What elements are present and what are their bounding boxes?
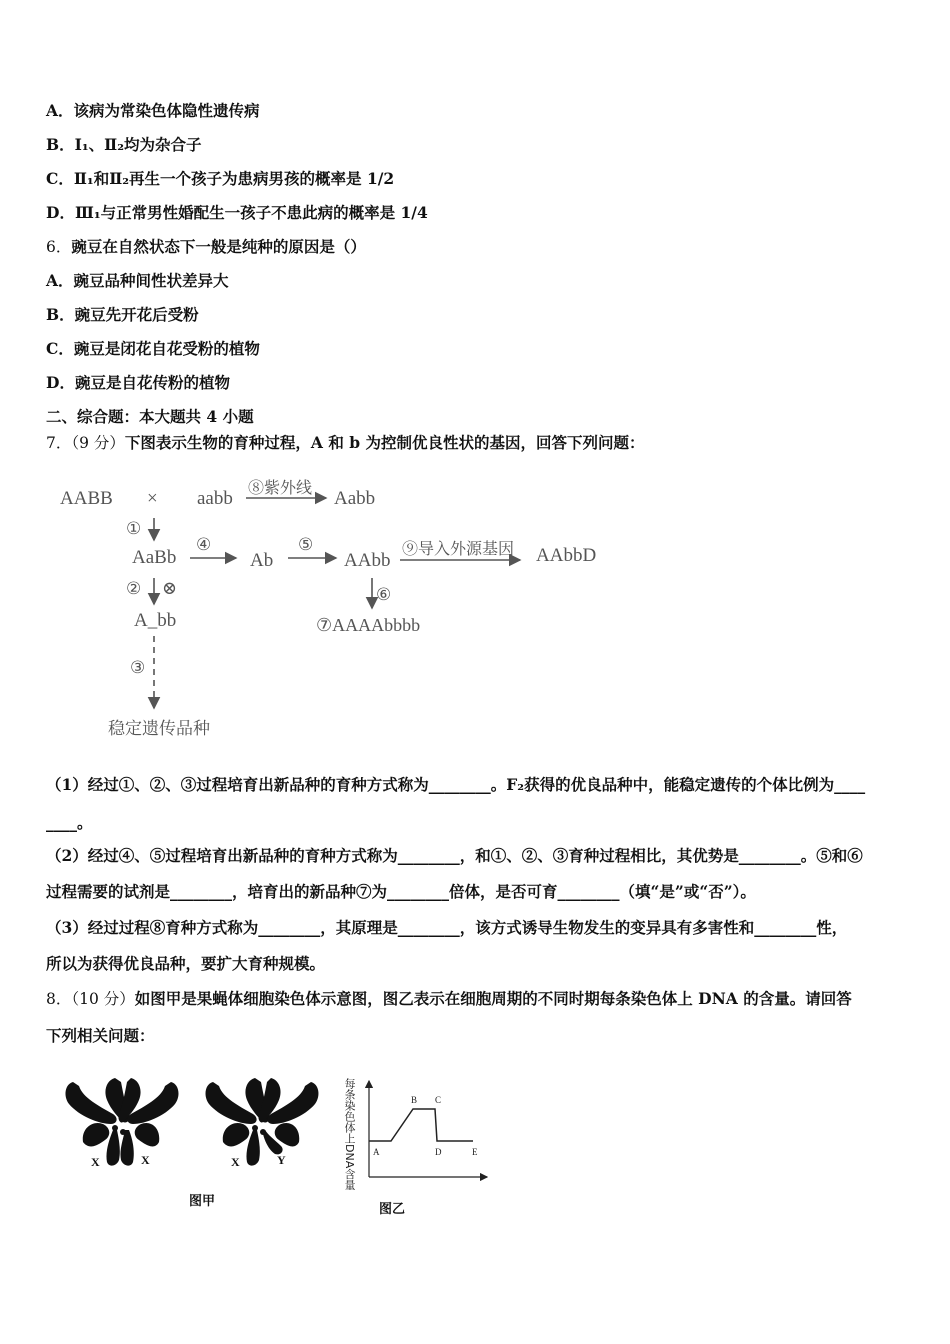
q7-sub2-line1: （2）经过④、⑤过程培育出新品种的育种方式称为________，和①、②、③育种过程相比，其优势是________。⑤和⑥ [46, 846, 863, 865]
question-number: 7． [46, 434, 72, 452]
chromosome [135, 1123, 160, 1147]
question-text: 如图甲是果蝇体细胞染色体示意图，图乙表示在细胞周期的不同时期每条染色体上 DNA 的含量。请回答 [134, 989, 852, 1008]
question-number: 8． [46, 990, 72, 1008]
q5-option-b[interactable] [46, 134, 202, 156]
q7-sub3-line1: （3）经过过程⑧育种方式称为________，其原理是________，该方式诱导生物发生的变异具有多害性和________性， [46, 918, 848, 937]
q7-sub1-line1: （1）经过①、②、③过程培育出新品种的育种方式称为________。F₂获得的优良品种中，能稳定遗传的个体比例为____ [46, 775, 866, 794]
option-letter: B． [46, 135, 75, 154]
q6-option-a[interactable] [46, 270, 229, 292]
option-text: 豌豆先开花后受粉 [74, 305, 199, 324]
step4-label: ④ [196, 535, 212, 554]
label-x: X [231, 1155, 240, 1169]
option-text: Ⅱ₁和Ⅱ₂再生一个孩子为患病男孩的概率是 1/2 [73, 169, 395, 188]
figure-caption: 图甲 [189, 1193, 216, 1208]
chromosome [275, 1123, 300, 1147]
step3-label: ③ [130, 658, 146, 677]
chromosome [83, 1123, 109, 1147]
option-text: 该病为常染色体隐性遗传病 [73, 101, 260, 120]
option-text: Ⅰ₁、Ⅱ₂均为杂合子 [74, 135, 202, 154]
genotype-dh: AAbb [344, 550, 391, 571]
breeding-diagram [50, 470, 620, 750]
dot-chromosome [120, 1129, 126, 1135]
genotype-transgenic: AAbbD [536, 545, 597, 566]
option-text: 豌豆是自花传粉的植物 [74, 373, 230, 392]
figure-yi [355, 1075, 495, 1220]
q6-option-c[interactable] [46, 338, 260, 360]
q6-option-b[interactable] [46, 304, 199, 326]
dot-chromosome [252, 1125, 258, 1131]
chromosome [223, 1123, 249, 1147]
step2-label: ② [126, 579, 142, 598]
dot-chromosome [112, 1125, 118, 1131]
q5-option-c[interactable] [46, 168, 394, 190]
label-y: Y [277, 1153, 286, 1167]
q5-option-d[interactable] [46, 202, 428, 224]
q6-option-d[interactable] [46, 372, 230, 394]
q8-stem-line2: 下列相关问题： [46, 1026, 155, 1045]
genotype-f1: AaBb [132, 547, 177, 568]
karyotype-female [66, 1078, 179, 1166]
label-x: X [91, 1155, 100, 1169]
step5-label: ⑤ [298, 535, 314, 554]
point-label-e: E [472, 1147, 478, 1157]
stable-variety-label: 稳定遗传品种 [108, 719, 210, 738]
chromosome [120, 1130, 133, 1166]
label-x: X [141, 1153, 150, 1167]
figure-jia [55, 1070, 345, 1215]
dot-chromosome [260, 1129, 266, 1135]
question-text: 下图表示生物的育种过程，A 和 b 为控制优良性状的基因，回答下列问题： [124, 433, 645, 452]
step8-label: ⑧紫外线 [248, 480, 313, 497]
option-letter: A． [46, 271, 74, 290]
option-letter: C． [46, 169, 74, 188]
point-label-c: C [435, 1095, 442, 1105]
genotype-aabb-parent2: aabb [197, 488, 233, 509]
genotype-haploid: Ab [250, 550, 274, 571]
point-label-b: B [411, 1095, 418, 1105]
question-score: （9 分） [71, 434, 125, 452]
q7-sub3-line2: 所以为获得优良品种，要扩大育种规模。 [46, 954, 326, 973]
option-text: 豌豆是闭花自花受粉的植物 [73, 339, 260, 358]
question-text: 豌豆在自然状态下一般是纯种的原因是（） [71, 237, 366, 256]
q5-option-a[interactable] [46, 100, 260, 122]
karyotype-male [206, 1078, 319, 1166]
dna-content-line [369, 1109, 473, 1141]
q7-sub1-line2: ____。 [46, 813, 93, 832]
option-text: Ⅲ₁与正常男性婚配生一孩子不患此病的概率是 1/4 [74, 203, 428, 222]
section-heading: 二、综合题：本大题共 4 小题 [46, 407, 254, 426]
q7-stem [46, 432, 644, 454]
genotype-aabb-parent: AABB [60, 488, 113, 509]
step6-label: ⑥ [376, 585, 392, 604]
point-label-a: A [373, 1147, 380, 1157]
step7-genotype: ⑦AAAAbbbb [316, 615, 421, 635]
genotype-mutant: Aabb [334, 488, 376, 509]
option-letter: D． [46, 203, 75, 222]
q8-stem-line1 [46, 988, 852, 1010]
selfing-symbol: ⊗ [162, 578, 178, 598]
point-label-d: D [435, 1147, 442, 1157]
option-letter: D． [46, 373, 75, 392]
question-number: 6． [46, 238, 72, 256]
q6-stem [46, 236, 366, 258]
q7-sub2-line2: 过程需要的试剂是________，培育出的新品种⑦为________倍体，是否可育________（填“是”或“否”）。 [46, 882, 756, 901]
figure-yi-ylabel: 每条染色体上DNA含量 [343, 1078, 356, 1191]
question-score: （10 分） [71, 990, 135, 1008]
option-letter: C． [46, 339, 74, 358]
step1-label: ① [126, 519, 142, 538]
option-letter: B． [46, 305, 75, 324]
genotype-a-bb: A_bb [134, 610, 177, 631]
figure-caption: 图乙 [379, 1201, 406, 1216]
option-text: 豌豆品种间性状差异大 [73, 271, 229, 290]
step9-label: ⑨导入外源基因 [402, 541, 515, 558]
option-letter: A． [46, 101, 74, 120]
cross-symbol: × [147, 488, 158, 509]
